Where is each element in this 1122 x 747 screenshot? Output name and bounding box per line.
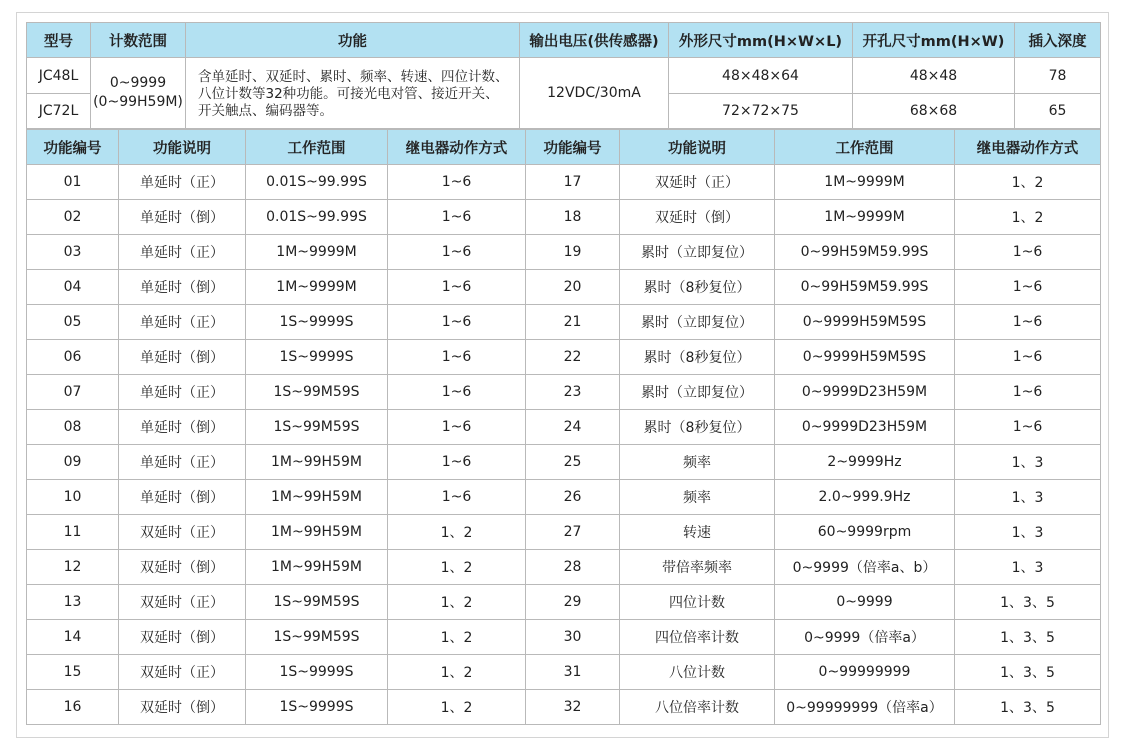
work-range-cell: 0~9999H59M59S	[775, 340, 955, 375]
func-no-cell: 09	[27, 445, 119, 480]
relay-mode-cell: 1~6	[388, 270, 526, 305]
func-desc-cell: 四位计数	[620, 585, 775, 620]
outer-size-cell: 48×48×64	[669, 58, 853, 94]
func-no-cell: 26	[526, 480, 620, 515]
func-no-cell: 21	[526, 305, 620, 340]
relay-mode-cell: 1、3	[955, 480, 1101, 515]
func-desc-cell: 单延时（正）	[119, 445, 246, 480]
relay-mode-cell: 1、3	[955, 445, 1101, 480]
func-no-cell: 01	[27, 165, 119, 200]
col-header-depth: 插入深度	[1015, 23, 1101, 58]
work-range-cell: 0~9999D23H59M	[775, 410, 955, 445]
func-desc-cell: 频率	[620, 480, 775, 515]
relay-mode-cell: 1、2	[388, 550, 526, 585]
spec-header-row	[27, 23, 1101, 58]
work-range-cell: 0~99999999（倍率a）	[775, 690, 955, 725]
func-no-cell: 27	[526, 515, 620, 550]
col-header-func-no: 功能编号	[526, 130, 620, 165]
func-no-cell: 15	[27, 655, 119, 690]
func-desc-cell: 单延时（正）	[119, 165, 246, 200]
col-header-func-desc: 功能说明	[620, 130, 775, 165]
relay-mode-cell: 1、2	[388, 515, 526, 550]
col-header-func-desc: 功能说明	[119, 130, 246, 165]
table-row	[27, 305, 1101, 340]
func-desc-cell: 频率	[620, 445, 775, 480]
relay-mode-cell: 1、2	[388, 655, 526, 690]
table-row	[27, 235, 1101, 270]
relay-mode-cell: 1、3、5	[955, 585, 1101, 620]
work-range-cell: 0~9999D23H59M	[775, 375, 955, 410]
work-range-cell: 0~99H59M59.99S	[775, 235, 955, 270]
col-header-work-range: 工作范围	[775, 130, 955, 165]
func-no-cell: 07	[27, 375, 119, 410]
table-row	[27, 375, 1101, 410]
func-desc-cell: 单延时（倒）	[119, 480, 246, 515]
relay-mode-cell: 1、3、5	[955, 690, 1101, 725]
relay-mode-cell: 1、3	[955, 550, 1101, 585]
func-desc-cell: 双延时（正）	[119, 585, 246, 620]
count-range-line: 0~9999	[109, 75, 167, 91]
work-range-cell: 2~9999Hz	[775, 445, 955, 480]
col-header-model: 型号	[27, 23, 91, 58]
func-desc-cell: 累时（8秒复位）	[620, 340, 775, 375]
relay-mode-cell: 1~6	[388, 445, 526, 480]
work-range-cell: 1S~9999S	[246, 305, 388, 340]
func-no-cell: 19	[526, 235, 620, 270]
func-desc-cell: 转速	[620, 515, 775, 550]
work-range-cell: 2.0~999.9Hz	[775, 480, 955, 515]
func-desc-cell: 累时（8秒复位）	[620, 410, 775, 445]
depth-cell: 78	[1015, 58, 1101, 94]
table-row	[27, 445, 1101, 480]
func-desc-cell: 双延时（倒）	[119, 620, 246, 655]
func-no-cell: 03	[27, 235, 119, 270]
func-desc-cell: 单延时（正）	[119, 305, 246, 340]
func-desc-cell: 双延时（正）	[119, 655, 246, 690]
relay-mode-cell: 1~6	[955, 410, 1101, 445]
model-cell: JC48L	[27, 58, 91, 94]
relay-mode-cell: 1~6	[388, 200, 526, 235]
func-no-cell: 25	[526, 445, 620, 480]
func-desc-cell: 单延时（倒）	[119, 270, 246, 305]
func-no-cell: 13	[27, 585, 119, 620]
func-no-cell: 24	[526, 410, 620, 445]
relay-mode-cell: 1~6	[955, 235, 1101, 270]
func-desc-cell: 累时（立即复位）	[620, 305, 775, 340]
output-voltage-cell: 12VDC/30mA	[520, 58, 669, 129]
func-no-cell: 06	[27, 340, 119, 375]
relay-mode-cell: 1、2	[388, 585, 526, 620]
relay-mode-cell: 1~6	[388, 480, 526, 515]
func-desc-cell: 单延时（倒）	[119, 410, 246, 445]
relay-mode-cell: 1~6	[388, 235, 526, 270]
col-header-relay-mode: 继电器动作方式	[388, 130, 526, 165]
func-desc-cell: 带倍率频率	[620, 550, 775, 585]
model-cell: JC72L	[27, 94, 91, 129]
work-range-cell: 1S~9999S	[246, 655, 388, 690]
col-header-hole-size: 开孔尺寸mm(H×W)	[853, 23, 1015, 58]
func-desc-cell: 单延时（倒）	[119, 340, 246, 375]
work-range-cell: 0~9999H59M59S	[775, 305, 955, 340]
work-range-cell: 1M~9999M	[246, 235, 388, 270]
col-header-output-voltage: 输出电压(供传感器)	[520, 23, 669, 58]
table-row	[27, 585, 1101, 620]
work-range-cell: 1M~99H59M	[246, 550, 388, 585]
relay-mode-cell: 1、3	[955, 515, 1101, 550]
relay-mode-cell: 1~6	[388, 305, 526, 340]
relay-mode-cell: 1~6	[388, 375, 526, 410]
function-header-row	[27, 130, 1101, 165]
col-header-work-range: 工作范围	[246, 130, 388, 165]
func-desc-cell: 双延时（倒）	[620, 200, 775, 235]
relay-mode-cell: 1~6	[955, 340, 1101, 375]
col-header-function: 功能	[186, 23, 520, 58]
func-no-cell: 14	[27, 620, 119, 655]
work-range-cell: 0~9999（倍率a、b）	[775, 550, 955, 585]
outer-size-cell: 72×72×75	[669, 94, 853, 129]
func-desc-cell: 双延时（正）	[119, 515, 246, 550]
work-range-cell: 1M~9999M	[775, 200, 955, 235]
col-header-relay-mode: 继电器动作方式	[955, 130, 1101, 165]
table-row	[27, 550, 1101, 585]
relay-mode-cell: 1、3、5	[955, 655, 1101, 690]
func-desc-cell: 八位计数	[620, 655, 775, 690]
function-description: 含单延时、双延时、累时、频率、转速、四位计数、八位计数等32种功能。可接光电对管、接近开关、开关触点、编码器等。	[186, 58, 520, 129]
work-range-cell: 1S~99M59S	[246, 620, 388, 655]
function-table	[26, 129, 1101, 725]
relay-mode-cell: 1、2	[955, 165, 1101, 200]
func-no-cell: 23	[526, 375, 620, 410]
work-range-cell: 0.01S~99.99S	[246, 165, 388, 200]
func-no-cell: 08	[27, 410, 119, 445]
func-desc-cell: 双延时（倒）	[119, 690, 246, 725]
func-no-cell: 22	[526, 340, 620, 375]
hole-size-cell: 68×68	[853, 94, 1015, 129]
work-range-cell: 0~99999999	[775, 655, 955, 690]
func-no-cell: 04	[27, 270, 119, 305]
work-range-cell: 60~9999rpm	[775, 515, 955, 550]
func-desc-cell: 四位倍率计数	[620, 620, 775, 655]
func-desc-cell: 双延时（正）	[620, 165, 775, 200]
count-range-line: (0~99H59M)	[93, 94, 183, 110]
work-range-cell: 0~9999（倍率a）	[775, 620, 955, 655]
func-no-cell: 28	[526, 550, 620, 585]
hole-size-cell: 48×48	[853, 58, 1015, 94]
work-range-cell: 1M~9999M	[775, 165, 955, 200]
work-range-cell: 0~9999	[775, 585, 955, 620]
work-range-cell: 1M~99H59M	[246, 480, 388, 515]
func-no-cell: 20	[526, 270, 620, 305]
func-no-cell: 30	[526, 620, 620, 655]
table-row	[27, 200, 1101, 235]
relay-mode-cell: 1、2	[388, 690, 526, 725]
func-no-cell: 12	[27, 550, 119, 585]
func-no-cell: 16	[27, 690, 119, 725]
col-header-func-no: 功能编号	[27, 130, 119, 165]
func-no-cell: 31	[526, 655, 620, 690]
func-no-cell: 29	[526, 585, 620, 620]
func-no-cell: 10	[27, 480, 119, 515]
spec-row	[27, 58, 1101, 94]
table-row	[27, 655, 1101, 690]
table-row	[27, 690, 1101, 725]
work-range-cell: 0~99H59M59.99S	[775, 270, 955, 305]
work-range-cell: 1S~9999S	[246, 690, 388, 725]
func-desc-cell: 八位倍率计数	[620, 690, 775, 725]
relay-mode-cell: 1~6	[955, 270, 1101, 305]
relay-mode-cell: 1~6	[388, 340, 526, 375]
depth-cell: 65	[1015, 94, 1101, 129]
count-range-cell	[91, 58, 186, 129]
func-no-cell: 02	[27, 200, 119, 235]
spec-table	[26, 22, 1101, 129]
table-row	[27, 410, 1101, 445]
col-header-outer-size: 外形尺寸mm(H×W×L)	[669, 23, 853, 58]
table-row	[27, 340, 1101, 375]
func-desc-cell: 单延时（正）	[119, 235, 246, 270]
func-no-cell: 05	[27, 305, 119, 340]
work-range-cell: 1S~9999S	[246, 340, 388, 375]
func-desc-cell: 累时（立即复位）	[620, 235, 775, 270]
func-desc-cell: 双延时（倒）	[119, 550, 246, 585]
relay-mode-cell: 1~6	[388, 165, 526, 200]
func-no-cell: 32	[526, 690, 620, 725]
func-desc-cell: 单延时（倒）	[119, 200, 246, 235]
table-row	[27, 480, 1101, 515]
relay-mode-cell: 1、3、5	[955, 620, 1101, 655]
func-desc-cell: 单延时（正）	[119, 375, 246, 410]
relay-mode-cell: 1~6	[955, 305, 1101, 340]
function-table-body	[27, 165, 1101, 725]
work-range-cell: 1S~99M59S	[246, 410, 388, 445]
table-row	[27, 515, 1101, 550]
func-no-cell: 11	[27, 515, 119, 550]
work-range-cell: 1M~99H59M	[246, 445, 388, 480]
relay-mode-cell: 1、2	[955, 200, 1101, 235]
func-desc-cell: 累时（8秒复位）	[620, 270, 775, 305]
table-row	[27, 165, 1101, 200]
table-row	[27, 270, 1101, 305]
relay-mode-cell: 1~6	[388, 410, 526, 445]
relay-mode-cell: 1~6	[955, 375, 1101, 410]
func-no-cell: 17	[526, 165, 620, 200]
work-range-cell: 0.01S~99.99S	[246, 200, 388, 235]
work-range-cell: 1M~99H59M	[246, 515, 388, 550]
col-header-count-range: 计数范围	[91, 23, 186, 58]
work-range-cell: 1S~99M59S	[246, 585, 388, 620]
work-range-cell: 1S~99M59S	[246, 375, 388, 410]
table-row	[27, 620, 1101, 655]
func-desc-cell: 累时（立即复位）	[620, 375, 775, 410]
work-range-cell: 1M~9999M	[246, 270, 388, 305]
relay-mode-cell: 1、2	[388, 620, 526, 655]
func-no-cell: 18	[526, 200, 620, 235]
